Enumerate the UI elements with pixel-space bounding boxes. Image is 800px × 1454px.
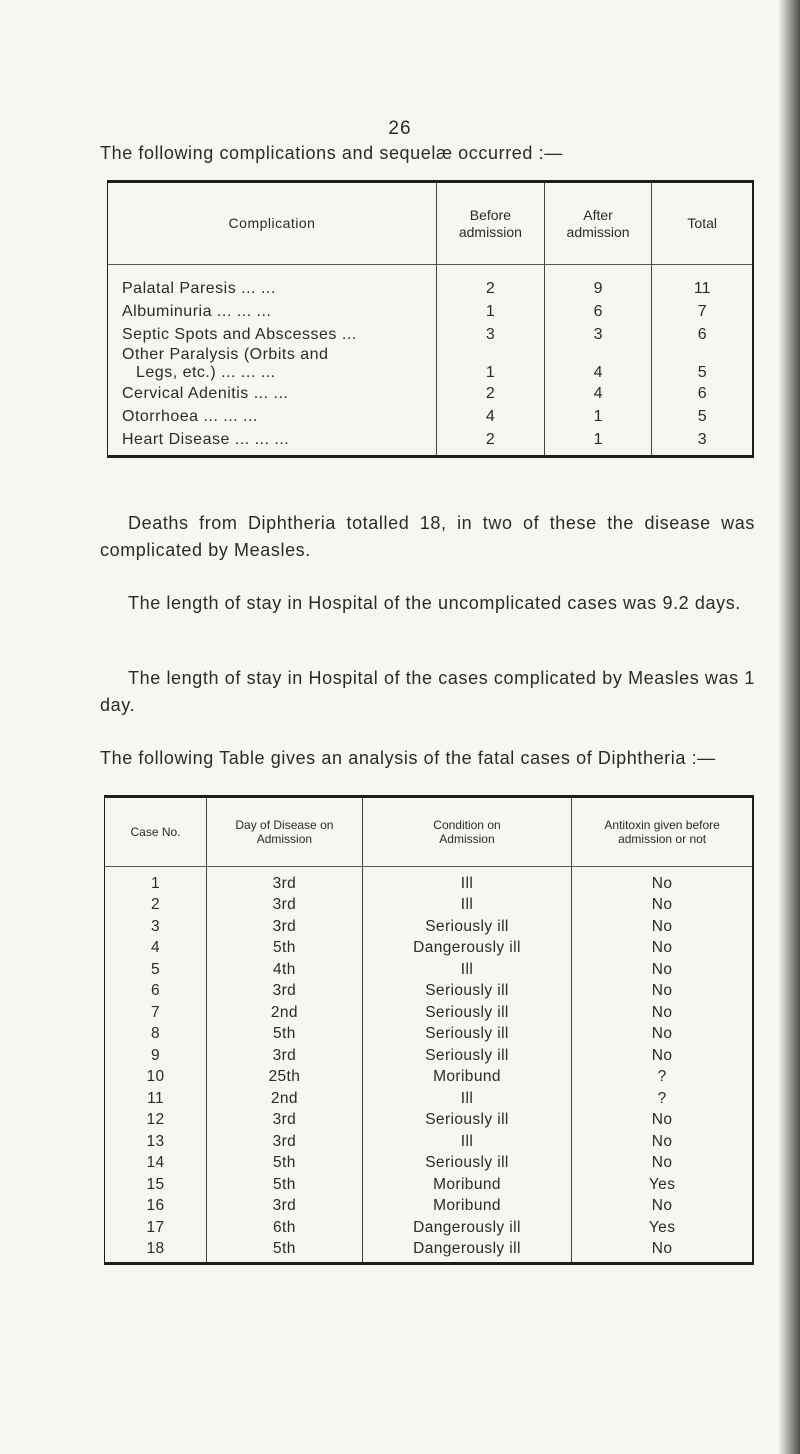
condition-on-admission: Dangerously ill xyxy=(362,938,572,960)
day-of-disease: 2nd xyxy=(207,1002,363,1024)
complication-name-line1: Other Paralysis (Orbits and xyxy=(122,346,329,363)
total-value: 11 xyxy=(652,265,753,301)
antitoxin-given: No xyxy=(572,981,753,1003)
header-condition-text: Condition on Admission xyxy=(433,818,501,846)
condition-on-admission: Dangerously ill xyxy=(362,1239,572,1264)
complications-intro: The following complications and sequelæ occurred :— xyxy=(100,143,563,163)
antitoxin-given: Yes xyxy=(572,1174,753,1196)
page-number: 26 xyxy=(388,118,412,139)
before-value: 3 xyxy=(437,323,545,346)
condition-on-admission: Moribund xyxy=(362,1196,572,1218)
antitoxin-given: No xyxy=(572,895,753,917)
table-row xyxy=(105,895,754,917)
table-row xyxy=(105,1174,754,1196)
stay-complicated-paragraph: The length of stay in Hospital of the cases complicated by Measles was 1 day. xyxy=(100,668,755,715)
day-of-disease: 2nd xyxy=(207,1088,363,1110)
case-number: 8 xyxy=(105,1024,207,1046)
antitoxin-given: No xyxy=(572,938,753,960)
table-row xyxy=(105,1024,754,1046)
condition-on-admission: Ill xyxy=(362,1131,572,1153)
case-number: 3 xyxy=(105,916,207,938)
case-number: 11 xyxy=(105,1088,207,1110)
day-of-disease: 3rd xyxy=(207,1131,363,1153)
table-row xyxy=(108,300,754,323)
total-value: 6 xyxy=(652,323,753,346)
antitoxin-given: No xyxy=(572,1196,753,1218)
day-of-disease: 25th xyxy=(207,1067,363,1089)
condition-on-admission: Seriously ill xyxy=(362,1045,572,1067)
table-row xyxy=(105,959,754,981)
before-value: 2 xyxy=(437,382,545,405)
day-of-disease: 5th xyxy=(207,938,363,960)
complication-name: Heart Disease ... ... ... xyxy=(108,428,437,457)
day-of-disease: 5th xyxy=(207,1153,363,1175)
antitoxin-given: No xyxy=(572,916,753,938)
total-value: 6 xyxy=(652,382,753,405)
complication-name: Palatal Paresis ... ... xyxy=(108,265,437,301)
total-value: 5 xyxy=(652,405,753,428)
complication-name: Albuminuria ... ... ... xyxy=(108,300,437,323)
case-number: 4 xyxy=(105,938,207,960)
case-number: 18 xyxy=(105,1239,207,1264)
fatal-cases-intro: The following Table gives an analysis of the fatal cases of Diphtheria :— xyxy=(100,748,716,768)
before-value: 1 xyxy=(437,300,545,323)
table-row xyxy=(105,916,754,938)
antitoxin-given: ? xyxy=(572,1067,753,1089)
condition-on-admission: Seriously ill xyxy=(362,1024,572,1046)
day-of-disease: 3rd xyxy=(207,981,363,1003)
day-of-disease: 3rd xyxy=(207,1196,363,1218)
case-number: 10 xyxy=(105,1067,207,1089)
header-complication: Complication xyxy=(108,182,437,265)
complications-table xyxy=(107,180,754,458)
header-after-admission xyxy=(544,182,652,265)
table-row xyxy=(105,1045,754,1067)
complication-name: Cervical Adenitis ... ... xyxy=(108,382,437,405)
antitoxin-given: No xyxy=(572,959,753,981)
table-row xyxy=(108,265,754,301)
condition-on-admission: Ill xyxy=(362,895,572,917)
case-number: 17 xyxy=(105,1217,207,1239)
table-row xyxy=(105,1110,754,1132)
table-row xyxy=(105,1131,754,1153)
day-of-disease: 5th xyxy=(207,1239,363,1264)
complication-name-line2: Legs, etc.) ... ... ... xyxy=(136,364,276,381)
condition-on-admission: Seriously ill xyxy=(362,981,572,1003)
before-value: 2 xyxy=(437,265,545,301)
antitoxin-given: No xyxy=(572,1002,753,1024)
header-condition xyxy=(362,797,572,867)
fatal-cases-table xyxy=(104,795,754,1265)
antitoxin-given: Yes xyxy=(572,1217,753,1239)
table-row xyxy=(108,382,754,405)
table-row xyxy=(105,1217,754,1239)
case-number: 15 xyxy=(105,1174,207,1196)
antitoxin-given: No xyxy=(572,1110,753,1132)
table-row xyxy=(105,867,754,895)
after-value: 3 xyxy=(544,323,652,346)
day-of-disease: 6th xyxy=(207,1217,363,1239)
before-value: 1 xyxy=(437,346,545,382)
day-of-disease: 5th xyxy=(207,1174,363,1196)
condition-on-admission: Seriously ill xyxy=(362,1153,572,1175)
antitoxin-given: ? xyxy=(572,1088,753,1110)
case-number: 6 xyxy=(105,981,207,1003)
complication-name: Septic Spots and Abscesses ... xyxy=(108,323,437,346)
antitoxin-given: No xyxy=(572,1153,753,1175)
before-value: 2 xyxy=(437,428,545,457)
header-antitoxin xyxy=(572,797,753,867)
table-row xyxy=(108,323,754,346)
deaths-paragraph: Deaths from Diphtheria totalled 18, in two of these the disease was complicated by Measles. xyxy=(100,513,755,560)
fatal-header-row xyxy=(105,797,754,867)
condition-on-admission: Seriously ill xyxy=(362,1002,572,1024)
condition-on-admission: Seriously ill xyxy=(362,1110,572,1132)
case-number: 9 xyxy=(105,1045,207,1067)
table-row xyxy=(108,346,754,382)
table-row xyxy=(105,1153,754,1175)
table-row xyxy=(105,981,754,1003)
case-number: 14 xyxy=(105,1153,207,1175)
day-of-disease: 3rd xyxy=(207,1110,363,1132)
antitoxin-given: No xyxy=(572,1024,753,1046)
day-of-disease: 3rd xyxy=(207,895,363,917)
table-row xyxy=(105,1067,754,1089)
case-number: 2 xyxy=(105,895,207,917)
condition-on-admission: Ill xyxy=(362,1088,572,1110)
case-number: 5 xyxy=(105,959,207,981)
condition-on-admission: Dangerously ill xyxy=(362,1217,572,1239)
table-row xyxy=(108,405,754,428)
complications-header-row xyxy=(108,182,754,265)
condition-on-admission: Ill xyxy=(362,867,572,895)
antitoxin-given: No xyxy=(572,1131,753,1153)
header-case-no: Case No. xyxy=(105,797,207,867)
after-value: 9 xyxy=(544,265,652,301)
after-value: 6 xyxy=(544,300,652,323)
day-of-disease: 5th xyxy=(207,1024,363,1046)
condition-on-admission: Seriously ill xyxy=(362,916,572,938)
condition-on-admission: Moribund xyxy=(362,1174,572,1196)
day-of-disease: 3rd xyxy=(207,1045,363,1067)
antitoxin-given: No xyxy=(572,867,753,895)
antitoxin-given: No xyxy=(572,1045,753,1067)
day-of-disease: 3rd xyxy=(207,867,363,895)
table-row xyxy=(108,428,754,457)
table-row xyxy=(105,1239,754,1264)
total-value: 5 xyxy=(652,346,753,382)
total-value: 3 xyxy=(652,428,753,457)
after-value: 4 xyxy=(544,346,652,382)
complication-name: Otorrhoea ... ... ... xyxy=(108,405,437,428)
header-after-admission-text: After admission xyxy=(566,206,630,240)
total-value: 7 xyxy=(652,300,753,323)
case-number: 7 xyxy=(105,1002,207,1024)
condition-on-admission: Ill xyxy=(362,959,572,981)
fatal-table-body xyxy=(105,867,754,1264)
header-day-of-disease xyxy=(207,797,363,867)
header-before-admission-text: Before admission xyxy=(458,206,522,240)
after-value: 1 xyxy=(544,428,652,457)
complication-name xyxy=(108,346,437,382)
case-number: 13 xyxy=(105,1131,207,1153)
day-of-disease: 3rd xyxy=(207,916,363,938)
table-row xyxy=(105,1196,754,1218)
header-total: Total xyxy=(652,182,753,265)
antitoxin-given: No xyxy=(572,1239,753,1264)
table-row xyxy=(105,1002,754,1024)
condition-on-admission: Moribund xyxy=(362,1067,572,1089)
stay-uncomplicated-paragraph: The length of stay in Hospital of the uncomplicated cases was 9.2 days. xyxy=(128,593,741,613)
after-value: 4 xyxy=(544,382,652,405)
header-before-admission xyxy=(437,182,545,265)
after-value: 1 xyxy=(544,405,652,428)
header-day-of-disease-text: Day of Disease on Admission xyxy=(235,818,334,846)
case-number: 1 xyxy=(105,867,207,895)
page-edge-shadow xyxy=(778,0,800,1454)
case-number: 12 xyxy=(105,1110,207,1132)
case-number: 16 xyxy=(105,1196,207,1218)
day-of-disease: 4th xyxy=(207,959,363,981)
before-value: 4 xyxy=(437,405,545,428)
header-antitoxin-text: Antitoxin given before admission or not xyxy=(604,818,720,846)
table-row xyxy=(105,938,754,960)
table-row xyxy=(105,1088,754,1110)
